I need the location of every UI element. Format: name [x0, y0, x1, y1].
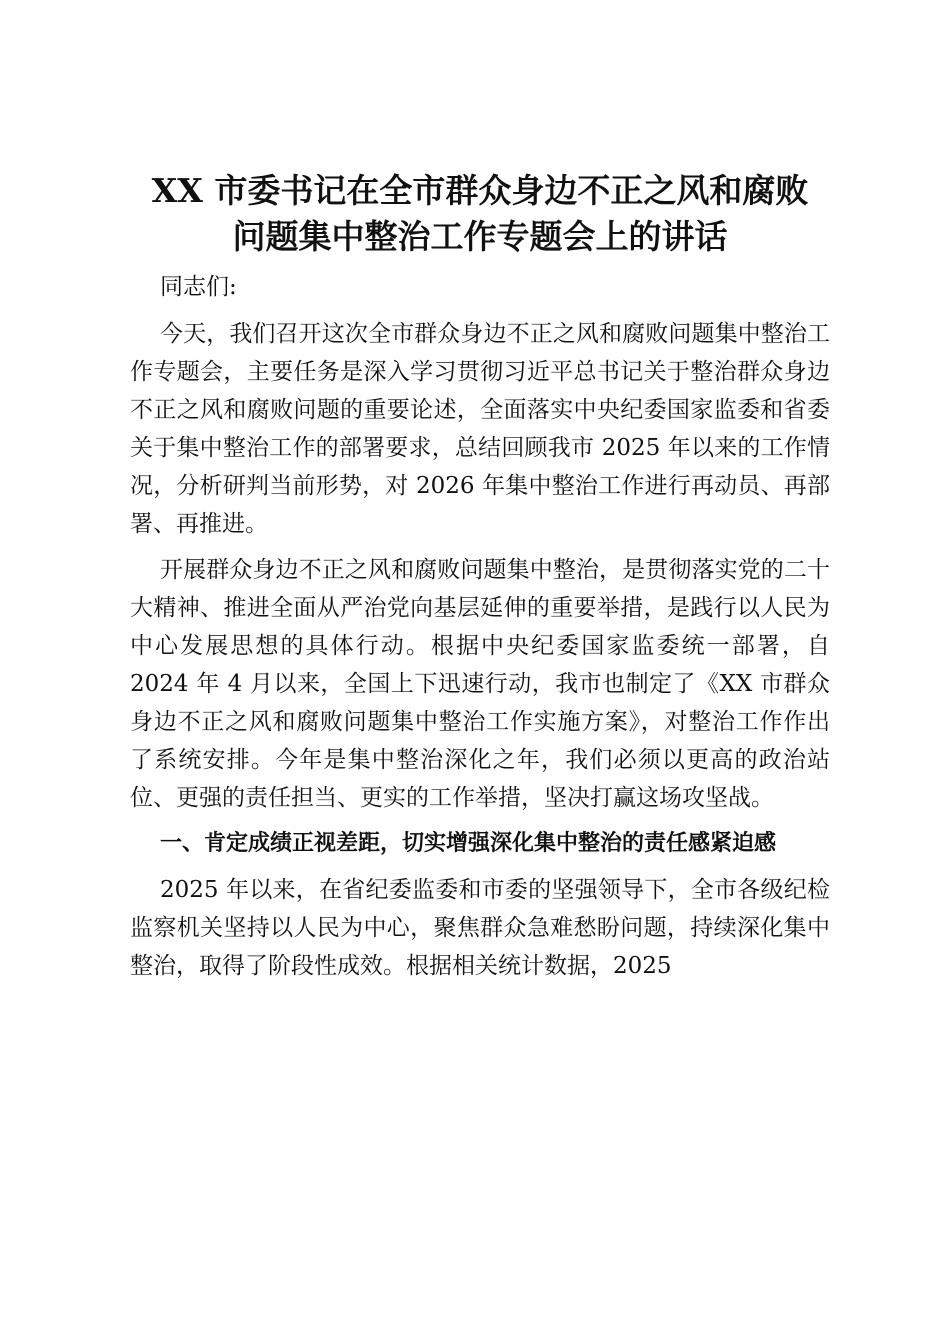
document-title: [130, 168, 830, 260]
title-line-2: 问题集中整治工作专题会上的讲话: [232, 217, 728, 256]
paragraph-1: 今天，我们召开这次全市群众身边不正之风和腐败问题集中整治工作专题会，主要任务是深入学习贯彻习近平总书记关于整治群众身边不正之风和腐败问题的重要论述，全面落实中央纪委国家监委和省委关于集中整治工作的部署要求，总结回顾我市 2025 年以来的工作情况，分析研判当前形势，对 2026 年集中整治工作进行再动员、再部署、再推进。: [130, 321, 830, 537]
section-heading-1: 一、肯定成绩正视差距，切实增强深化集中整治的责任感紧迫感: [160, 831, 777, 856]
paragraph-2: 开展群众身边不正之风和腐败问题集中整治，是贯彻落实党的二十大精神、推进全面从严治党向基层延伸的重要举措，是践行以人民为中心发展思想的具体行动。根据中央纪委国家监委统一部署，自 2024 年 4 月以来，全国上下迅速行动，我市也制定了《XX 市群众身边不正之风和腐败问题集中整治工作实施方案》，对整治工作作出了系统安排。今年是集中整治深化之年，我们必须以更高的政治站位、更强的责任担当、更实的工作举措，坚决打赢这场攻坚战。: [130, 557, 830, 811]
document-page: [130, 168, 830, 985]
title-line-1: XX 市委书记在全市群众身边不正之风和腐败: [151, 171, 809, 210]
salutation: 同志们:: [160, 274, 237, 300]
section-1-paragraph: 2025 年以来，在省纪委监委和市委的坚强领导下，全市各级纪检监察机关坚持以人民为中心，聚焦群众急难愁盼问题，持续深化集中整治，取得了阶段性成效。根据相关统计数据，2025: [130, 877, 830, 979]
